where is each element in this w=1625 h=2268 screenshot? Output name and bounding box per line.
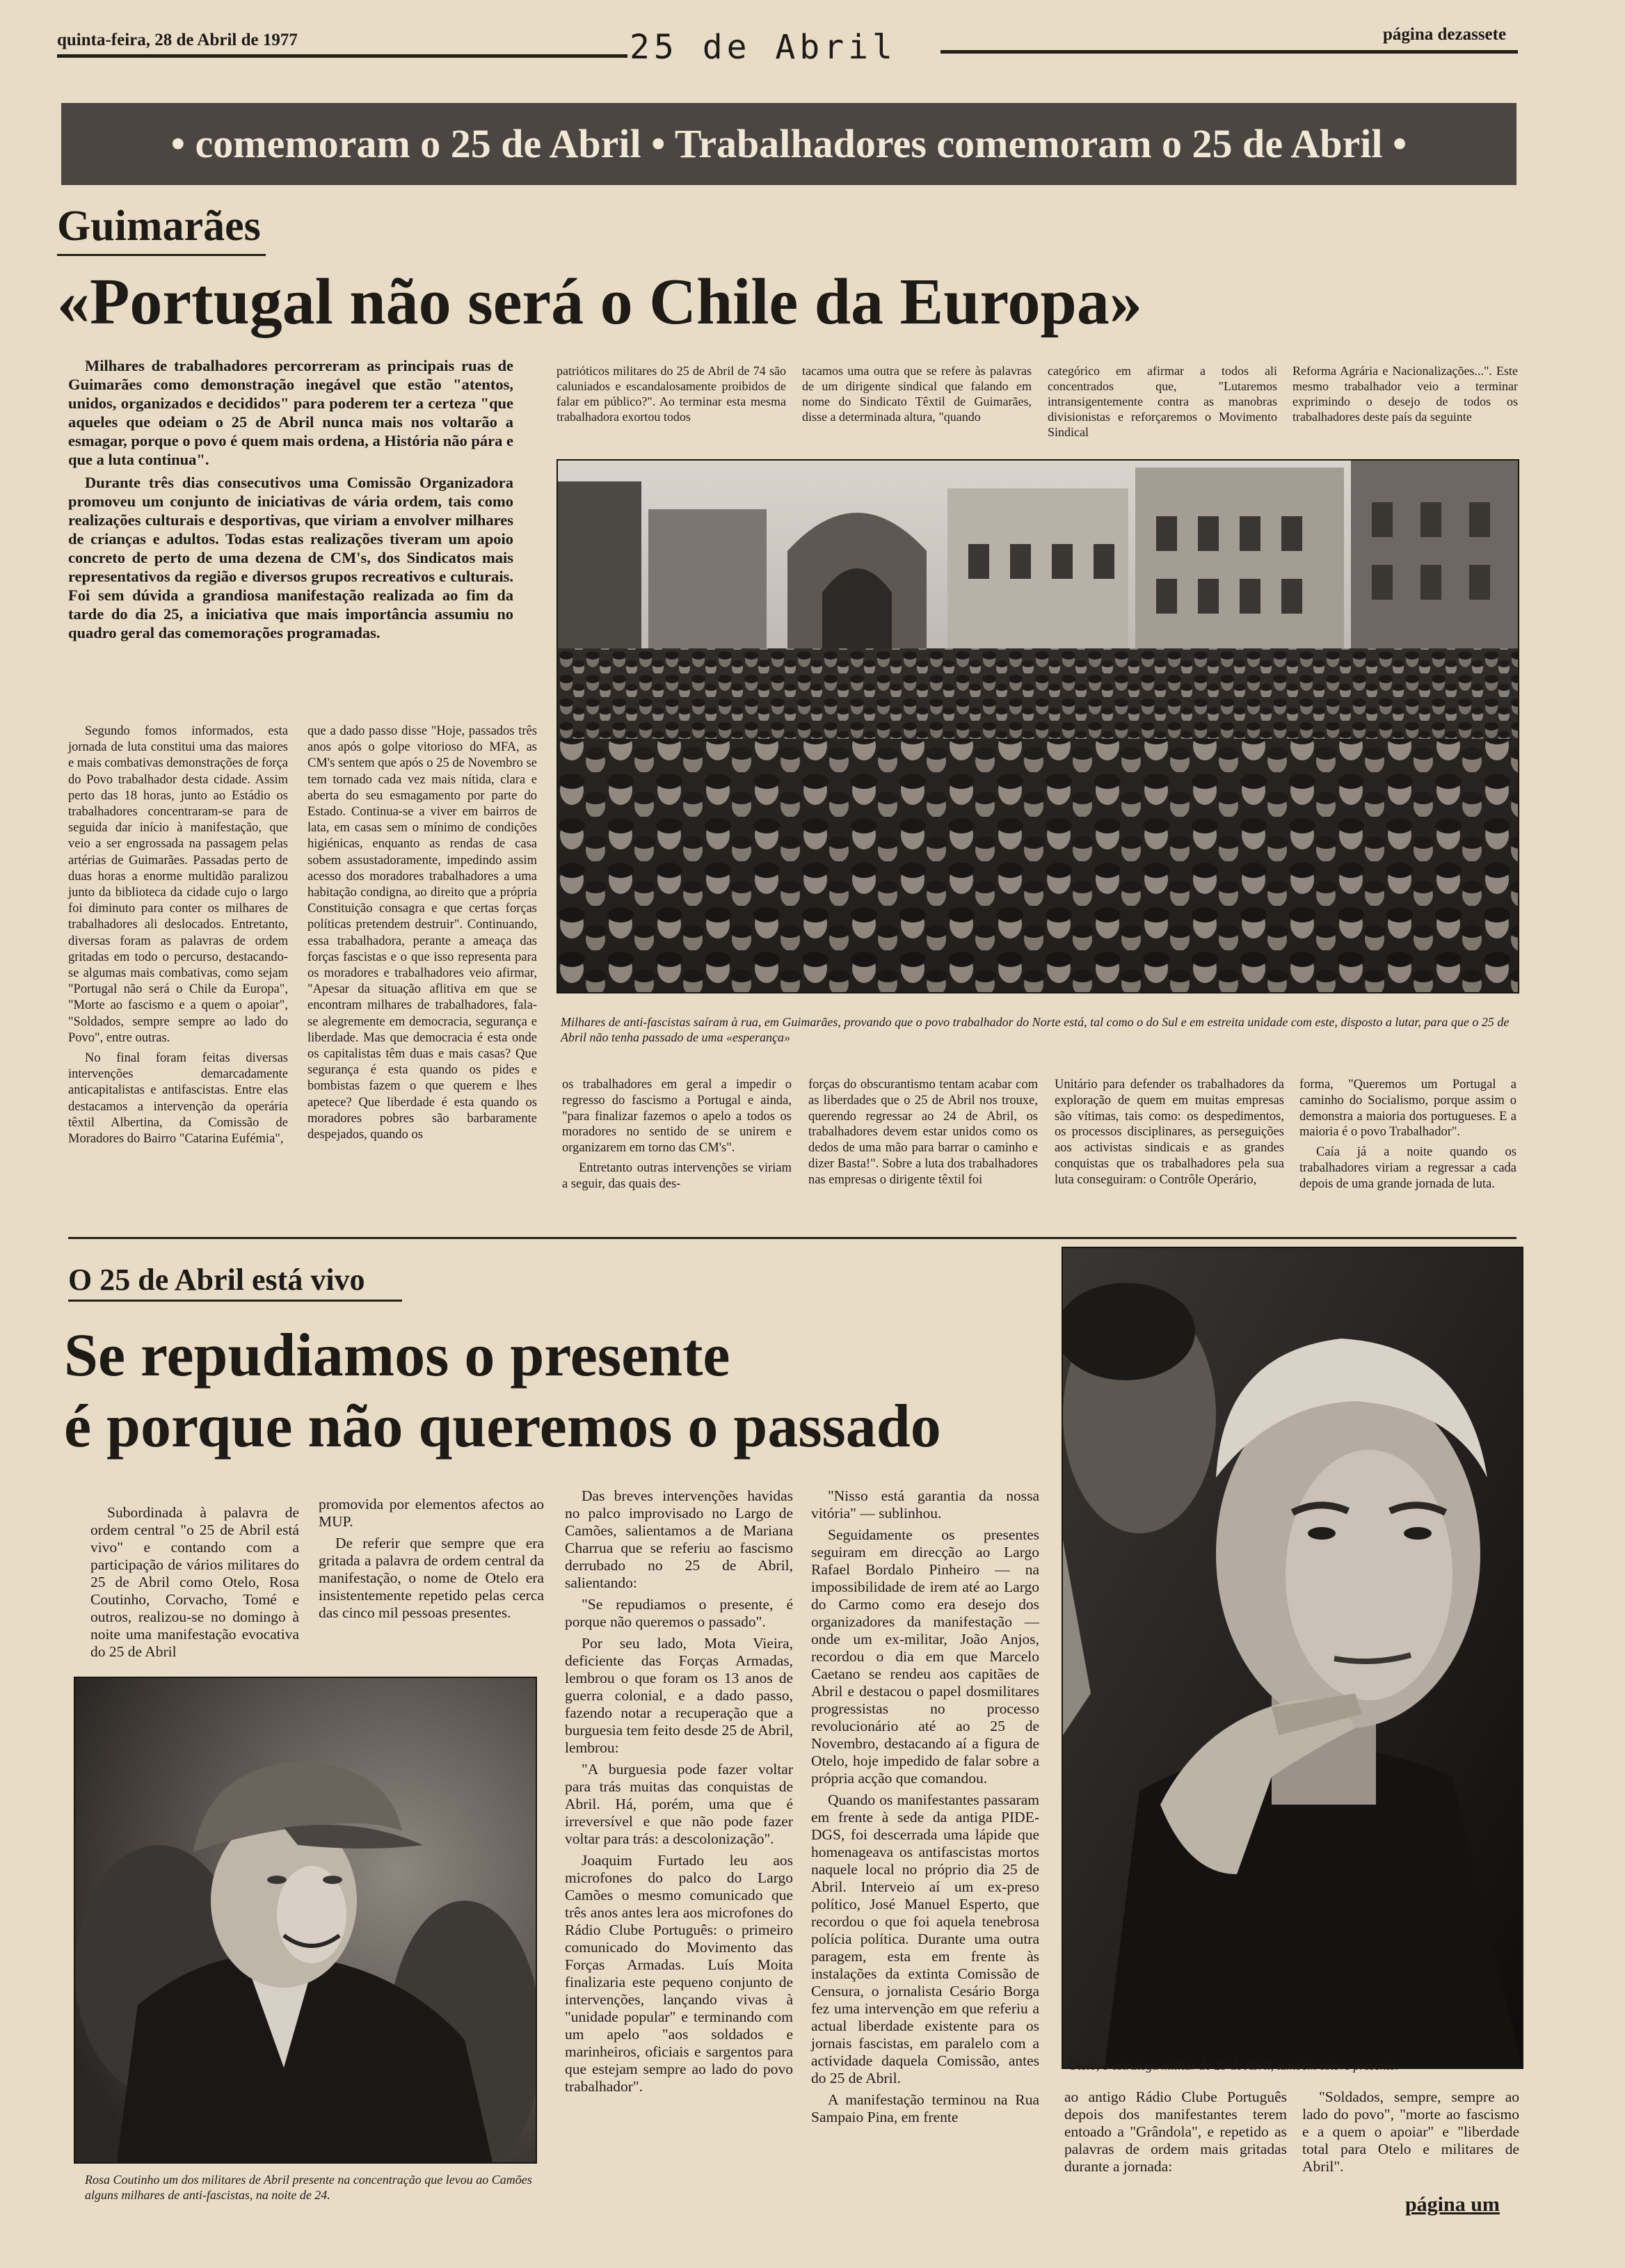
article2-column4: "Nisso está garantia da nossa vitória" — sublinhou. Seguidamente os presentes seguiram em direcção ao Largo Rafael Bordalo Pinheiro — na impossibilidade de irem até ao Largo do Carmo como era desejo dos organizadores da manifestação — onde um ex-militar, João Anjos, recordou o dia em que Marcelo Caetano se rendeu aos capitães de Abril e destacou o papel dosmilitares progressistas no processo revolucionário até ao 25 de Novembro, destacando aí a figura de Otelo, hoje impedido de falar sobre a própria acção que comandou. Quando os manifestantes passaram em frente à sede da antiga PIDE-DGS, foi descerrada uma lápide que homenageava os antifascistas mortos naquele local no próprio dia 25 de Abril. Interveio aí um ex-preso político, José Manuel Esperto, que recordou o que foi aquela tenebrosa polícia política. Durante uma outra paragem, esta em frente às instalações da extinta Comissão de Censura, o jornalista Cesário Borga fez uma intervenção em que referiu a actual liberdade existente para os jornais fascistas, em paralelo com a actividade daquela Comissão, antes do 25 de Abril. A manifestação terminou na Rua Sampaio Pina, em frente bbox=[811, 1487, 1039, 2125]
article1-top-col1: patrióticos militares do 25 de Abril de 74 são caluniados e escandalosamente proibidos de falar em público?". Ao terminar esta mesma trabalhadora exortou todos bbox=[557, 364, 786, 424]
kicker-underline bbox=[57, 254, 266, 256]
article1-top-col3: categórico em afirmar a todos ali concentrados que, "Lutaremos intransigentemente contra as manobras divisionistas e reforçaremos o Movimento Sindical bbox=[1048, 364, 1277, 439]
article1-kicker: Guimarães bbox=[57, 202, 261, 250]
article1-bottom-col1: os trabalhadores em geral a impedir o regresso do fascismo a Portugal e ainda, "para finalizar fazemos o apelo a todos os moradores no sentido de se unirem e organizarem em torno das CM's". Entretanto outras intervenções se viriam a seguir, das quais des- bbox=[562, 1078, 792, 1191]
header-rule-left bbox=[57, 54, 627, 58]
article2-column6: "Soldados, sempre, sempre ao lado do povo", "morte ao fascismo e a quem o apoiar" e "liberdade total para Otelo e militares de Abril". bbox=[1302, 2089, 1519, 2175]
masthead: 25 de Abril bbox=[630, 28, 897, 67]
crowd-photo bbox=[557, 459, 1519, 993]
header-rule-right bbox=[940, 50, 1518, 54]
otelo-caption: Otelo, o estratega militar do 25 de Abril, também esteve presente. bbox=[1068, 2059, 1399, 2073]
article2-column5: ao antigo Rádio Clube Português depois dos manifestantes terem entoado a "Grândola", e repetido as palavras de ordem mais gritadas durante a jornada: bbox=[1064, 2089, 1287, 2175]
rosa-coutinho-photo-image bbox=[75, 1678, 536, 2162]
article1-top-col2: tacamos uma outra que se refere às palavras de um dirigente sindical que falando em nome do Sindicato Têxtil de Guimarães, disse a determinada altura, "quando bbox=[802, 364, 1032, 424]
article1-bottom-col2: forças do obscurantismo tentam acabar com as liberdades que o 25 de Abril nos trouxe, querendo regressar ao 24 de Abril, os trabalhadores devem estar unidos como os dedos de uma mão para barrar o caminho e dizer Basta!". Sobre a luta dos trabalhadores nas empresas o dirigente têxtil foi bbox=[808, 1078, 1038, 1187]
page-date: quinta-feira, 28 de Abril de 1977 bbox=[57, 31, 298, 49]
otelo-photo bbox=[1062, 1247, 1523, 2069]
article1-top-col4: Reforma Agrária e Nacionalizações...". Este mesmo trabalhador veio a terminar exprimindo o desejo de todos os trabalhadores deste país da seguinte bbox=[1292, 364, 1518, 424]
article1-bottom-col3: Unitário para defender os trabalhadores da exploração de quem em muitas empresas são vítimas, tais como: os despedimentos, os processos disciplinares, as perseguições aos activistas sindicais e as grandes conquistas que os trabalhadores pela sua luta conseguiram: o Contrôle Operário, bbox=[1055, 1078, 1284, 1187]
crowd-photo-image bbox=[558, 461, 1518, 992]
article2-column2: promovida por elementos afectos ao MUP. De referir que sempre que era gritada a palavra de ordem central da manifestação, o nome de Otelo era insistentemente repetido pelas cerca das cinco mil pessoas presentes. bbox=[319, 1496, 544, 1621]
article-divider bbox=[68, 1237, 1516, 1239]
page-number-label: página dezassete bbox=[1383, 25, 1507, 44]
article1-column-a: Segundo fomos informados, esta jornada de luta constitui uma das maiores e mais combativas demonstrações de força do Povo trabalhador desta cidade. Assim perto das 18 horas, junto ao Estádio os trabalhadores concentraram-se para de seguida dar início à manifestação, que veio a ser engrossada na passagem pelas artérias de Guimarães. Passadas perto de duas horas a enorme multidão paralizou junto da biblioteca da cidade cujo o largo foi diminuto para conter os milhares de trabalhadores ali deslocados. Entretanto, diversas foram as palavras de ordem gritadas em todo o percurso, destacando-se algumas mais combativas, como sejam "Portugal não será o Chile da Europa", "Morte ao fascismo e a quem o apoiar", "Soldados, sempre sempre ao lado do Povo", entre outras. No final foram feitas diversas intervenções demarcadamente anticapitalistas e antifascistas. Entre elas destacamos a intervenção da operária têxtil Albertina, da Comissão de Moradores do Bairro "Catarina Eufémia", bbox=[68, 724, 288, 1147]
article2-lead: Subordinada à palavra de ordem central "o 25 de Abril está vivo" e contando com a participação de vários militares do 25 de Abril como Otelo, Rosa Coutinho, Corvacho, Tomé e outros, realizou-se no domingo à noite uma manifestação evocativa do 25 de Abril bbox=[90, 1504, 299, 1660]
article1-lead: Milhares de trabalhadores percorreram as principais ruas de Guimarães como demonstração inegável que estão "atentos, unidos, organizados e decididos" para poderem ter a certeza "que aqueles que odeiam o 25 de Abril nunca mais nos voltarão a esmagar, porque o povo é quem mais ordena, a História não pára e que a luta continua". Durante três dias consecutivos uma Comissão Organizadora promoveu um conjunto de iniciativas de vária ordem, tais como realizações culturais e desportivas, que viriam a envolver milhares de crianças e adultos. Todas estas realizações tiveram um apoio concreto de perto de uma dezena de CM's, dos Sindicatos mais representativos da região e diversos grupos recreativos e culturais. Foi sem dúvida a grandiosa manifestação realizada ao fim da tarde do dia 25, a iniciativa que mais importância assumiu no quadro geral das comemorações programadas. bbox=[68, 357, 514, 641]
article2-column3: Das breves intervenções havidas no palco improvisado no Largo de Camões, salientamos a de Mariana Charrua que se referiu ao fascismo derrubado no 25 de Abril, salientando: "Se repudiamos o presente, é porque não queremos o passado". Por seu lado, Mota Vieira, deficiente das Forças Armadas, lembrou o que foram os 13 anos de guerra colonial, e a dado passo, fazendo notar a recuperação que a burguesia tem feito desde 25 de Abril, lembrou: "A burguesia pode fazer voltar para trás muitas das conquistas de Abril. Há, porém, uma que é irreversível e que não pode fazer voltar para trás: a descolonização". Joaquim Furtado leu aos microfones do palco do Largo Camões o mesmo comunicado que três anos antes lera aos microfones do Rádio Clube Português: o primeiro comunicado do Movimento das Forças Armadas. Luís Moita finalizaria este pequeno conjunto de intervenções, lançando vivas à "unidade popular" e terminando com um apelo "aos soldados e marinheiros, oficiais e sargentos para que estejam sempre ao lado do povo trabalhador". bbox=[565, 1487, 793, 2095]
crowd-photo-caption: Milhares de anti-fascistas saíram à rua, em Guimarães, provando que o povo trabalhador do Norte está, tal como o do Sul e em estreita unidade com este, disposto a lutar, para que o 25 de Abril não tenha passado de uma «esperança» bbox=[561, 1015, 1510, 1044]
rosa-coutinho-photo bbox=[74, 1677, 537, 2164]
article2-headline-line2: é porque não queremos o passado bbox=[64, 1393, 941, 1460]
article1-column-b: que a dado passo disse "Hoje, passados três anos após o golpe vitorioso do MFA, as CM's sentem que após o 25 de Novembro se tem tornado cada vez mais nítida, clara e aberta do seu esmagamento por parte do Estado. Continua-se a viver em bairros de lata, em casas sem o mínimo de condições higiénicas, enquanto as rendas de casa sobem assustadoramente, impedindo assim acesso dos moradores trabalhadores a uma habitação condigna, ao direito que a própria Constituição consagra e que certas forças políticas pretendem destruir". Continuando, essa trabalhadora, perante a ameaça das forças fascistas e o que isso representa para os moradores e trabalhadores veio afirmar, "Apesar da situação aflitiva em que se encontram milhares de trabalhadores, fala-se alegremente em democracia, segurança e liberdade. Mas que democracia é esta onde os capitalistas têm duas e mais casas? Que segurança é esta quando os pides e bombistas fazem o que querem e lhes apetece? Que liberdade é esta quando os moradores pobres são barbaramente despejados, quando os bbox=[307, 724, 537, 1142]
article1-headline: «Portugal não será o Chile da Europa» bbox=[57, 266, 1142, 338]
article2-kicker: O 25 de Abril está vivo bbox=[68, 1263, 365, 1297]
rosa-coutinho-caption: Rosa Coutinho um dos militares de Abril presente na concentração que levou ao Camões alguns milhares de anti-fascistas, na noite de 24. bbox=[85, 2173, 532, 2202]
section-banner-text: • comemoram o 25 de Abril • Trabalhadores comemoram o 25 de Abril • bbox=[170, 121, 1407, 166]
otelo-photo-image bbox=[1063, 1248, 1522, 2068]
article1-bottom-col4: forma, "Queremos um Portugal a caminho do Socialismo, porque assim o demonstra a maioria dos portugueses. E a maioria é o povo Trabalhador". Caía já a noite quando os trabalhadores viriam a regressar a cada depois de uma grande jornada de luta. bbox=[1299, 1078, 1516, 1191]
article2-headline-line1: Se repudiamos o presente bbox=[64, 1322, 730, 1389]
continued-on-page: página um bbox=[1405, 2193, 1500, 2216]
article2-kicker-underline bbox=[68, 1300, 402, 1302]
